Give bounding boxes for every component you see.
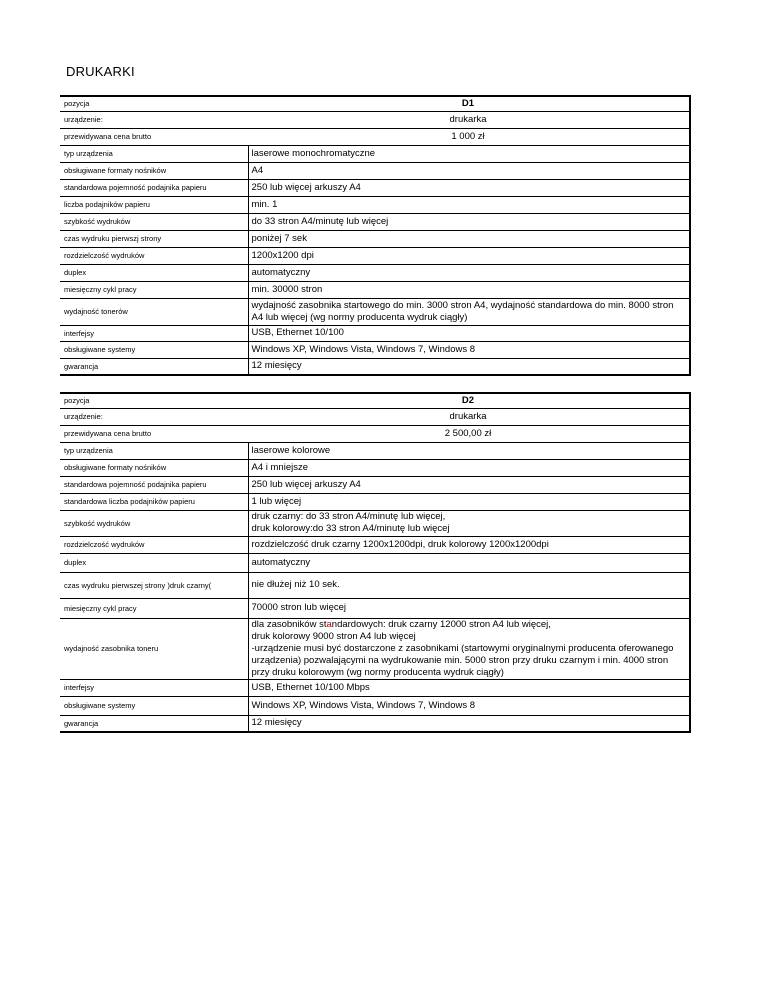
position-code: D2 [248, 393, 690, 408]
row-label: standardowa pojemność podajnika papieru [60, 179, 248, 196]
table-row [60, 196, 690, 213]
table-row [60, 618, 690, 679]
row-value [248, 618, 690, 679]
table-row [60, 696, 690, 715]
table-row [60, 408, 690, 425]
table-row [60, 598, 690, 618]
row-label: miesięczny cykl pracy [60, 281, 248, 298]
spec-table-d2 [60, 392, 691, 733]
row-label: interfejsy [60, 679, 248, 696]
row-label: interfejsy [60, 325, 248, 341]
table-row [60, 553, 690, 572]
row-value: Windows XP, Windows Vista, Windows 7, Windows 8 [248, 696, 690, 715]
table-row [60, 179, 690, 196]
table-row [60, 476, 690, 493]
price-value: 2 500,00 zł [248, 425, 690, 442]
row-label: szybkość wydruków [60, 213, 248, 230]
row-label: obsługiwane formaty nośników [60, 459, 248, 476]
table-row [60, 230, 690, 247]
price-value: 1 000 zł [248, 128, 690, 145]
table-row [60, 572, 690, 598]
page-title: DRUKARKI [66, 64, 135, 79]
row-label: liczba podajników papieru [60, 196, 248, 213]
table-row [60, 247, 690, 264]
row-label: urządzenie: [60, 111, 248, 128]
row-value: poniżej 7 sek [248, 230, 690, 247]
row-label: rozdzielczość wydruków [60, 247, 248, 264]
row-value: USB, Ethernet 10/100 Mbps [248, 679, 690, 696]
row-value: do 33 stron A4/minutę lub więcej [248, 213, 690, 230]
table-row [60, 111, 690, 128]
row-value: USB, Ethernet 10/100 [248, 325, 690, 341]
value-part: ndardowych: druk czarny 12000 stron A4 lub więcej, druk kolorowy 9000 stron A4 lub więcej -urządzenie musi być dostarczone z zasobnikami (startowymi oryginalnymi producenta oferowanego urządzenia) pozwalającymi na wydrukowanie min. 5000 stron przy druku czarnym i min. 4000 stron przy druku kolorowym (wg normy producenta wydruk ciągły) [251, 618, 674, 678]
table-row [60, 679, 690, 696]
row-value: laserowe monochromatyczne [248, 145, 690, 162]
row-value: min. 1 [248, 196, 690, 213]
row-value: automatyczny [248, 553, 690, 572]
table-row [60, 264, 690, 281]
row-label: gwarancja [60, 358, 248, 375]
row-label: obsługiwane formaty nośników [60, 162, 248, 179]
table-row [60, 442, 690, 459]
row-label: wydajność zasobnika toneru [60, 618, 248, 679]
row-label: rozdzielczość wydruków [60, 536, 248, 553]
table-row [60, 536, 690, 553]
row-value: druk czarny: do 33 stron A4/minutę lub więcej, druk kolorowy:do 33 stron A4/minutę lub więcej [248, 510, 690, 536]
row-label: obsługiwane systemy [60, 696, 248, 715]
table-row [60, 325, 690, 341]
row-value: rozdzielczość druk czarny 1200x1200dpi, druk kolorowy 1200x1200dpi [248, 536, 690, 553]
table-row [60, 281, 690, 298]
table-row [60, 459, 690, 476]
table-row [60, 96, 690, 111]
table-row [60, 393, 690, 408]
row-value: drukarka [248, 111, 690, 128]
row-label: duplex [60, 264, 248, 281]
row-label: typ urządzenia [60, 145, 248, 162]
row-label: standardowa pojemność podajnika papieru [60, 476, 248, 493]
table-row [60, 145, 690, 162]
row-label: szybkość wydruków [60, 510, 248, 536]
row-value: 250 lub więcej arkuszy A4 [248, 476, 690, 493]
row-value: automatyczny [248, 264, 690, 281]
row-label: gwarancja [60, 715, 248, 732]
highlighted-char: a [326, 618, 332, 630]
row-value: 70000 stron lub więcej [248, 598, 690, 618]
table-row [60, 213, 690, 230]
table-row [60, 358, 690, 375]
row-label: pozycja [60, 96, 248, 111]
table-row [60, 510, 690, 536]
row-label: przewidywana cena brutto [60, 128, 248, 145]
table-row [60, 715, 690, 732]
row-label: przewidywana cena brutto [60, 425, 248, 442]
row-label: czas wydruku pierwszj strony [60, 230, 248, 247]
row-label: urządzenie: [60, 408, 248, 425]
row-value: Windows XP, Windows Vista, Windows 7, Windows 8 [248, 341, 690, 358]
row-label: duplex [60, 553, 248, 572]
row-label: typ urządzenia [60, 442, 248, 459]
row-value: 1 lub więcej [248, 493, 690, 510]
row-value: 250 lub więcej arkuszy A4 [248, 179, 690, 196]
row-value: laserowe kolorowe [248, 442, 690, 459]
row-label: pozycja [60, 393, 248, 408]
table-row [60, 128, 690, 145]
row-value: A4 i mniejsze [248, 459, 690, 476]
row-value: 12 miesięcy [248, 358, 690, 375]
row-label: standardowa liczba podajników papieru [60, 493, 248, 510]
value-part: dla zasobników st [251, 618, 327, 630]
table-row [60, 162, 690, 179]
row-label: czas wydruku pierwszej strony )druk czarny( [60, 572, 248, 598]
row-value: 1200x1200 dpi [248, 247, 690, 264]
row-value: 12 miesięcy [248, 715, 690, 732]
table-row [60, 341, 690, 358]
row-label: wydajność tonerów [60, 298, 248, 325]
row-label: miesięczny cykl pracy [60, 598, 248, 618]
table-row [60, 298, 690, 325]
table-row [60, 425, 690, 442]
position-code: D1 [248, 96, 690, 111]
row-label: obsługiwane systemy [60, 341, 248, 358]
row-value: A4 [248, 162, 690, 179]
table-row [60, 493, 690, 510]
row-value: drukarka [248, 408, 690, 425]
row-value: nie dłużej niż 10 sek. [248, 572, 690, 598]
row-value: min. 30000 stron [248, 281, 690, 298]
spec-table-d1 [60, 95, 691, 376]
row-value: wydajność zasobnika startowego do min. 3000 stron A4, wydajność standardowa do min. 8000 stron A4 lub więcej (wg normy producenta wydruk ciągły) [248, 298, 690, 325]
